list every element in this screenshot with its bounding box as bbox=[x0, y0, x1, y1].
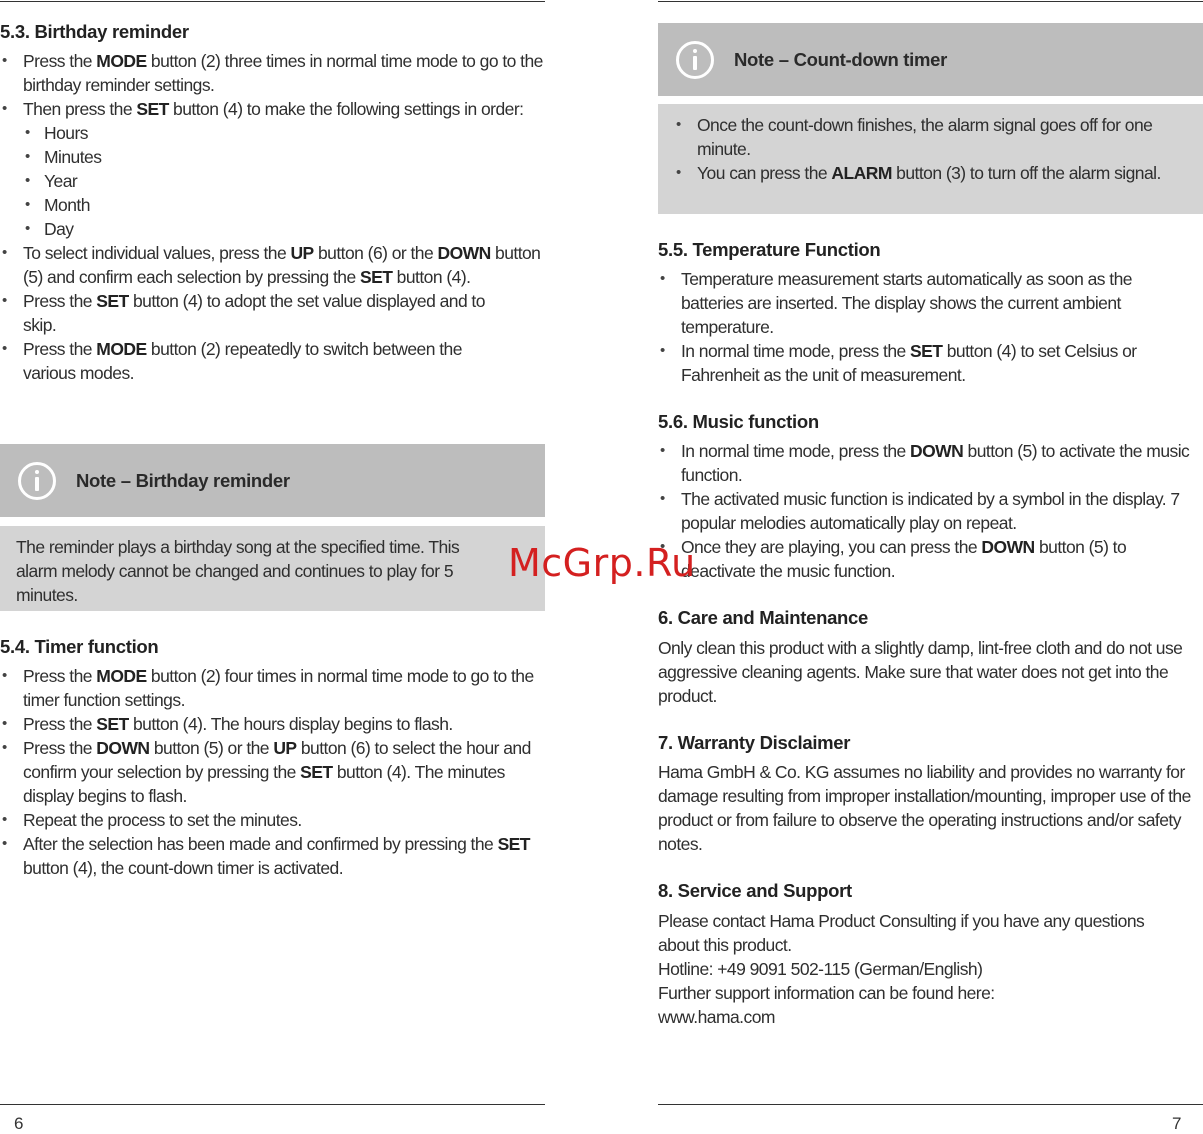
temperature-list bbox=[658, 267, 1193, 387]
list-item: • After the selection has been made and confirmed by pressing the SET button (4), the count-down timer is activated. bbox=[0, 832, 545, 880]
bottom-rule-left bbox=[0, 1104, 545, 1105]
list-item: • Year bbox=[23, 169, 545, 193]
info-icon bbox=[676, 41, 714, 79]
note-birthday-header bbox=[0, 444, 545, 517]
service-website-link[interactable]: www.hama.com bbox=[658, 1007, 775, 1027]
list-item: • Day bbox=[23, 217, 545, 241]
birthday-list bbox=[0, 49, 545, 385]
list-item: • Minutes bbox=[23, 145, 545, 169]
list-item: • Press the SET button (4). The hours display begins to flash. bbox=[0, 712, 545, 736]
section-7-heading: 7. Warranty Disclaimer bbox=[658, 732, 851, 753]
list-item: • In normal time mode, press the DOWN button (5) to activate the music function. bbox=[658, 439, 1203, 487]
list-item: • Press the DOWN button (5) or the UP button (6) to select the hour and confirm your selection by pressing the SET button (4). The minutes display begins to flash. bbox=[0, 736, 545, 808]
note-title: Note – Count-down timer bbox=[734, 48, 948, 70]
list-item: • Press the MODE button (2) three times in normal time mode to go to the birthday reminder settings. bbox=[0, 49, 545, 97]
list-item: • Once they are playing, you can press the DOWN button (5) to deactivate the music function. bbox=[658, 535, 1203, 583]
info-icon bbox=[18, 462, 56, 500]
settings-order-list bbox=[23, 121, 545, 241]
bottom-rule-right bbox=[658, 1104, 1203, 1105]
note-countdown-header bbox=[658, 23, 1203, 96]
service-text bbox=[658, 909, 1188, 1029]
service-contact: Please contact Hama Product Consulting if you have any questions about this product. bbox=[658, 911, 1145, 955]
section-5-6-heading: 5.6. Music function bbox=[658, 411, 819, 432]
note-birthday-body: The reminder plays a birthday song at the specified time. This alarm melody cannot be changed and continues to play for 5 minutes. bbox=[0, 526, 545, 611]
list-item: • Repeat the process to set the minutes. bbox=[0, 808, 545, 832]
list-item: • Press the SET button (4) to adopt the set value displayed and to skip. bbox=[0, 289, 545, 337]
list-item: • Press the MODE button (2) repeatedly to switch between the various modes. bbox=[0, 337, 545, 385]
list-item: • Then press the SET button (4) to make the following settings in order: • Hours • Minutes • Year • Month • Day bbox=[0, 97, 545, 241]
warranty-text: Hama GmbH & Co. KG assumes no liability and provides no warranty for damage resulting from improper installation/mounting, improper use of the product or from failure to observe the operating instructions and/or safety notes. bbox=[658, 762, 1191, 854]
page-number-right: 7 bbox=[1172, 1114, 1182, 1133]
section-5-3-heading: 5.3. Birthday reminder bbox=[0, 21, 189, 42]
list-item: • In normal time mode, press the SET button (4) to set Celsius or Fahrenheit as the unit of measurement. bbox=[658, 339, 1193, 387]
note-countdown-body bbox=[658, 104, 1203, 214]
top-rule-right bbox=[658, 1, 1203, 2]
section-5-4-heading: 5.4. Timer function bbox=[0, 636, 159, 657]
music-list bbox=[658, 439, 1203, 583]
list-item: • Once the count-down finishes, the alarm signal goes off for one minute. bbox=[674, 113, 1163, 161]
note-countdown-list bbox=[674, 113, 1163, 185]
list-item: • Hours bbox=[23, 121, 545, 145]
list-item: • You can press the ALARM button (3) to turn off the alarm signal. bbox=[674, 161, 1163, 185]
service-support-info: Further support information can be found here: bbox=[658, 983, 995, 1003]
watermark: McGrp.Ru bbox=[508, 541, 696, 585]
timer-list bbox=[0, 664, 545, 880]
page-number-left: 6 bbox=[14, 1114, 24, 1133]
note-title: Note – Birthday reminder bbox=[76, 469, 290, 491]
section-8-heading: 8. Service and Support bbox=[658, 880, 852, 901]
list-item: • Temperature measurement starts automatically as soon as the batteries are inserted. The display shows the current ambient temperature. bbox=[658, 267, 1193, 339]
top-rule-left bbox=[0, 1, 545, 2]
service-hotline: Hotline: +49 9091 502-115 (German/English) bbox=[658, 959, 983, 979]
list-item: • To select individual values, press the UP button (6) or the DOWN button (5) and confirm each selection by pressing the SET button (4). bbox=[0, 241, 545, 289]
care-text: Only clean this product with a slightly damp, lint-free cloth and do not use aggressive cleaning agents. Make sure that water does not get into the product. bbox=[658, 638, 1183, 706]
section-5-5-heading: 5.5. Temperature Function bbox=[658, 239, 881, 260]
section-6-heading: 6. Care and Maintenance bbox=[658, 607, 869, 628]
list-item: • The activated music function is indicated by a symbol in the display. 7 popular melodies automatically play on repeat. bbox=[658, 487, 1203, 535]
list-item: • Month bbox=[23, 193, 545, 217]
list-item: • Press the MODE button (2) four times in normal time mode to go to the timer function settings. bbox=[0, 664, 545, 712]
